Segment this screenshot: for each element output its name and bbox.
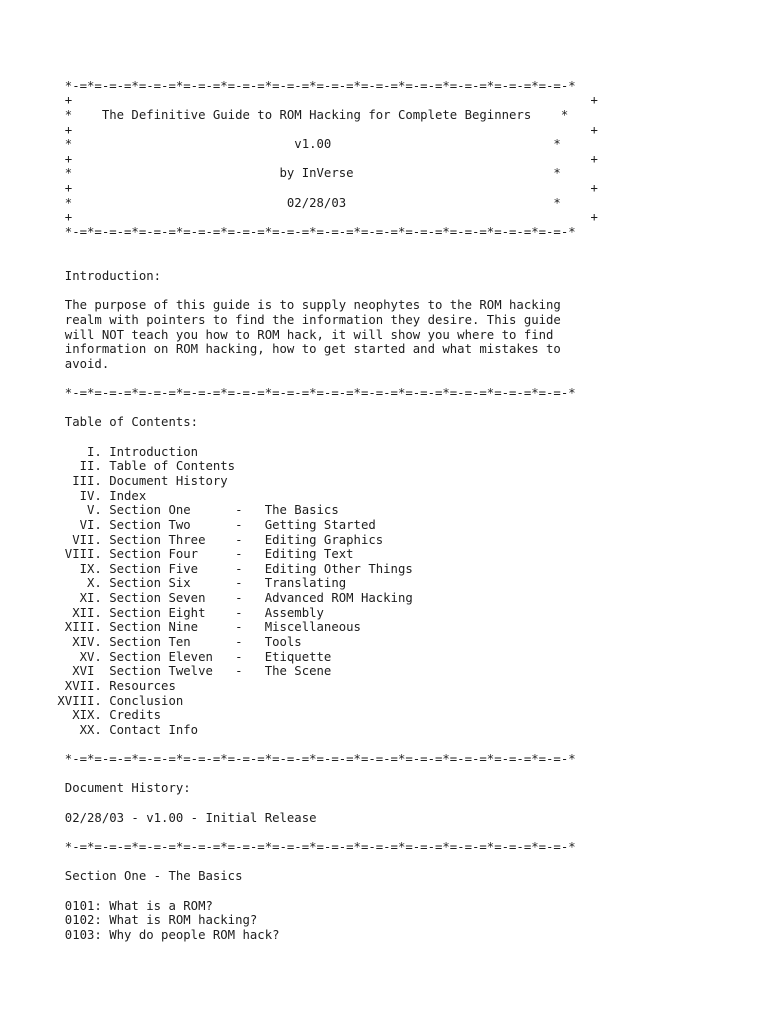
- text-line: avoid.: [50, 356, 110, 371]
- text-line: X. Section Six - Translating: [50, 576, 347, 591]
- text-line: IV. Index: [50, 488, 147, 503]
- blank-line: [50, 64, 598, 79]
- text-line: 0103: Why do people ROM hack?: [50, 927, 280, 942]
- text-line: 0102: What is ROM hacking?: [50, 913, 258, 928]
- text-line: * by InVerse *: [50, 166, 561, 181]
- text-line: *-=*=-=-=*=-=-=*=-=-=*=-=-=*=-=-=*=-=-=*=-=-=*=-=-=*=-=-=*=-=-=*=-=-*: [50, 752, 576, 767]
- text-line: XIV. Section Ten - Tools: [50, 634, 302, 649]
- text-line: 02/28/03 - v1.00 - Initial Release: [50, 810, 317, 825]
- blank-line: [50, 401, 598, 416]
- text-line: XVII. Resources: [50, 678, 176, 693]
- text-line: *-=*=-=-=*=-=-=*=-=-=*=-=-=*=-=-=*=-=-=*=-=-=*=-=-=*=-=-=*=-=-=*=-=-*: [50, 78, 576, 93]
- text-line: XVI Section Twelve - The Scene: [50, 664, 332, 679]
- text-line: III. Document History: [50, 473, 228, 488]
- blank-line: [50, 825, 598, 840]
- text-line: Document History:: [50, 781, 191, 796]
- text-line: *-=*=-=-=*=-=-=*=-=-=*=-=-=*=-=-=*=-=-=*=-=-=*=-=-=*=-=-=*=-=-=*=-=-*: [50, 386, 576, 401]
- text-line: realm with pointers to find the information they desire. This guide: [50, 312, 561, 327]
- text-line: XVIII. Conclusion: [50, 693, 184, 708]
- text-line: XII. Section Eight - Assembly: [50, 605, 324, 620]
- text-line: + +: [50, 210, 598, 225]
- blank-line: [50, 796, 598, 811]
- blank-line: [50, 737, 598, 752]
- text-line: XI. Section Seven - Advanced ROM Hacking: [50, 591, 413, 606]
- text-line: + +: [50, 181, 598, 196]
- text-line: 0101: What is a ROM?: [50, 898, 213, 913]
- text-line: * v1.00 *: [50, 137, 561, 152]
- text-line: + +: [50, 93, 598, 108]
- text-line: The purpose of this guide is to supply neophytes to the ROM hacking: [50, 298, 561, 313]
- text-line: I. Introduction: [50, 444, 199, 459]
- text-line: VII. Section Three - Editing Graphics: [50, 532, 384, 547]
- document-text: [0, 64, 598, 942]
- text-line: II. Table of Contents: [50, 459, 236, 474]
- blank-line: [50, 767, 598, 782]
- text-line: *-=*=-=-=*=-=-=*=-=-=*=-=-=*=-=-=*=-=-=*=-=-=*=-=-=*=-=-=*=-=-=*=-=-*: [50, 225, 576, 240]
- text-line: *-=*=-=-=*=-=-=*=-=-=*=-=-=*=-=-=*=-=-=*=-=-=*=-=-=*=-=-=*=-=-=*=-=-*: [50, 839, 576, 854]
- text-line: * 02/28/03 *: [50, 195, 561, 210]
- text-line: XIII. Section Nine - Miscellaneous: [50, 620, 361, 635]
- text-line: will NOT teach you how to ROM hack, it will show you where to find: [50, 327, 554, 342]
- blank-line: [50, 240, 598, 255]
- blank-line: [50, 284, 598, 299]
- text-line: V. Section One - The Basics: [50, 503, 339, 518]
- text-line: XV. Section Eleven - Etiquette: [50, 649, 332, 664]
- text-line: XX. Contact Info: [50, 722, 199, 737]
- blank-line: [50, 371, 598, 386]
- blank-line: [50, 254, 598, 269]
- text-line: VI. Section Two - Getting Started: [50, 517, 376, 532]
- blank-line: [50, 855, 598, 870]
- text-line: IX. Section Five - Editing Other Things: [50, 561, 413, 576]
- text-line: Section One - The Basics: [50, 869, 243, 884]
- text-line: + +: [50, 151, 598, 166]
- text-line: Table of Contents:: [50, 415, 199, 430]
- blank-line: [50, 430, 598, 445]
- text-line: information on ROM hacking, how to get started and what mistakes to: [50, 342, 561, 357]
- text-line: Introduction:: [50, 268, 162, 283]
- blank-line: [50, 884, 598, 899]
- text-line: XIX. Credits: [50, 708, 162, 723]
- text-line: * The Definitive Guide to ROM Hacking for Complete Beginners *: [50, 107, 569, 122]
- text-line: + +: [50, 122, 598, 137]
- text-line: VIII. Section Four - Editing Text: [50, 547, 354, 562]
